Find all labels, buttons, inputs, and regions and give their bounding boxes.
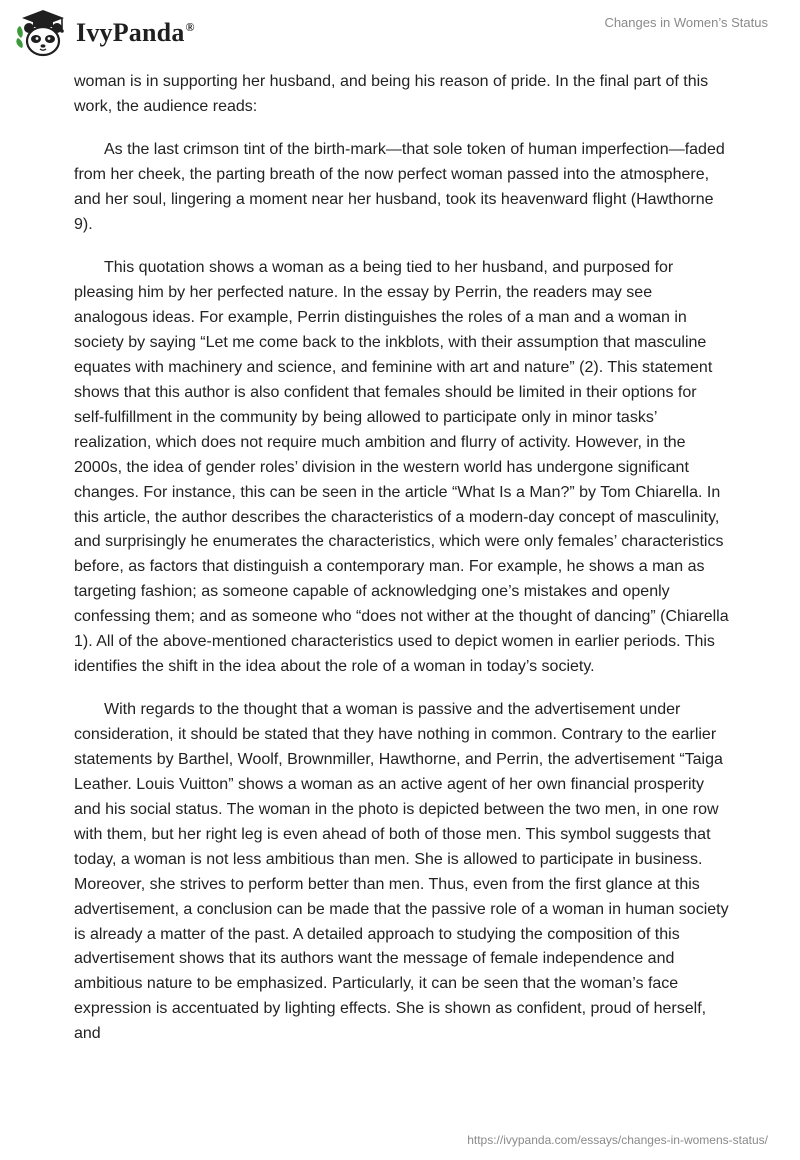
- paragraph: With regards to the thought that a woman is passive and the advertisement under consideration, it should be stated that they have nothing in common. Contrary to the earlier statements by Barthel, Woolf, Brownmiller, Hawthorne, and Perrin, the advertisement “Taiga Leather. Louis Vuitton” shows a woman as an active agent of her own financial prosperity and his social status. The woman in the photo is depicted between the two men, in one row with them, but her right leg is even ahead of both of those men. This symbol suggests that today, a woman is not less ambitious than men. She is allowed to participate in business. Moreover, she strives to perform better than men. Thus, even from the first glance at this advertisement, a conclusion can be made that the passive role of a woman in human society is already a matter of the past. A detailed approach to studying the composition of this advertisement shows that its authors want the message of female independence and ambitious nature to be emphasized. Particularly, it can be seen that the woman’s face expression is accentuated by lighting effects. She is shown as confident, proud of herself, and: [74, 701, 729, 1043]
- panda-graduate-icon: [14, 8, 72, 58]
- document-title: Changes in Women’s Status: [604, 15, 768, 30]
- page-header: [0, 0, 800, 70]
- registered-mark: ®: [185, 20, 195, 34]
- block-quotation: As the last crimson tint of the birth-mark—that sole token of human imperfection—faded from her cheek, the parting breath of the now perfect woman passed into the atmosphere, and her soul, lingering a moment near her husband, took its heavenward flight (Hawthorne 9).: [74, 141, 725, 234]
- source-url[interactable]: https://ivypanda.com/essays/changes-in-womens-status/: [467, 1133, 768, 1147]
- brand-name: IvyPanda®: [76, 18, 195, 47]
- essay-body: [74, 70, 729, 1066]
- ivypanda-logo[interactable]: [14, 8, 214, 58]
- paragraph: This quotation shows a woman as a being tied to her husband, and purposed for pleasing him by her perfected nature. In the essay by Perrin, the readers may see analogous ideas. For example, Perrin distinguishes the roles of a man and a woman in society by saying “Let me come back to the inkblots, with their assumption that masculine equates with machinery and science, and feminine with art and nature” (2). This statement shows that this author is also confident that females should be limited in their options for self-fulfillment in the community by being allowed to participate only in minor tasks’ realization, which does not require much ambition and flurry of activity. However, in the 2000s, the idea of gender roles’ division in the western world has undergone significant changes. For instance, this can be seen in the article “What Is a Man?” by Tom Chiarella. In this article, the author describes the characteristics of a modern-day concept of masculinity, and surprisingly he enumerates the characteristics, which were only females’ characteristics before, as factors that distinguish a contemporary man. For example, he shows a man as targeting fashion; as someone capable of acknowledging one’s mistakes and openly confessing them; and as someone who “does not wither at the thought of dancing” (Chiarella 1). All of the above-mentioned characteristics used to depict women in earlier periods. This identifies the shift in the idea about the role of a woman in today’s society.: [74, 259, 729, 675]
- paragraph-continued: woman is in supporting her husband, and being his reason of pride. In the final part of this work, the audience reads:: [74, 73, 709, 115]
